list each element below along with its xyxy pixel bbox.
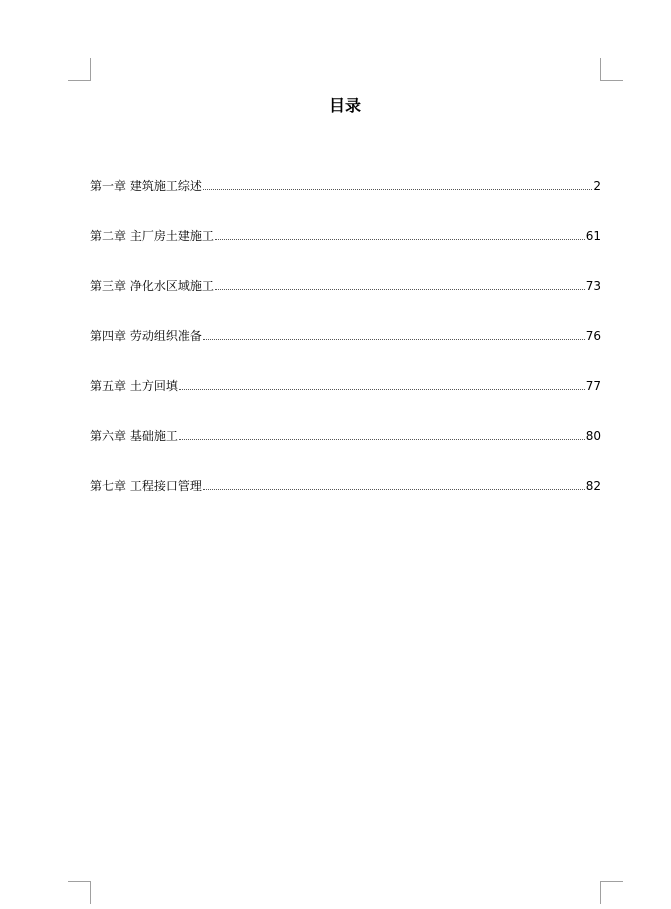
toc-entry[interactable] (90, 196, 601, 246)
toc-page-number: 76 (585, 329, 601, 343)
toc-chapter-number: 第五章 (90, 379, 127, 393)
toc-leader-dots (203, 489, 585, 490)
toc-entry[interactable] (90, 446, 601, 496)
crop-mark-top-right (600, 58, 623, 81)
toc-entry[interactable] (90, 146, 601, 196)
toc-entry[interactable] (90, 396, 601, 446)
toc-leader-dots (203, 189, 593, 190)
toc-entry[interactable] (90, 346, 601, 396)
toc-entry-title: 土方回填 (129, 379, 178, 393)
toc-chapter-number: 第一章 (90, 179, 127, 193)
toc-chapter-number: 第四章 (90, 329, 127, 343)
toc-leader-dots (179, 389, 585, 390)
table-of-contents (90, 146, 601, 496)
toc-entry[interactable] (90, 296, 601, 346)
toc-page-number: 77 (585, 379, 601, 393)
toc-chapter-number: 第六章 (90, 429, 127, 443)
toc-page-number: 61 (585, 229, 601, 243)
crop-mark-top-left (68, 58, 91, 81)
toc-leader-dots (203, 339, 585, 340)
toc-leader-dots (215, 239, 585, 240)
toc-page-number: 73 (585, 279, 601, 293)
crop-mark-bottom-right (600, 881, 623, 904)
toc-entry-title: 基础施工 (129, 429, 178, 443)
toc-entry[interactable] (90, 246, 601, 296)
toc-entry-title: 工程接口管理 (129, 479, 202, 493)
toc-chapter-number: 第二章 (90, 229, 127, 243)
crop-mark-bottom-left (68, 881, 91, 904)
toc-entry-title: 劳动组织准备 (129, 329, 202, 343)
toc-page-number: 2 (593, 179, 601, 193)
toc-page-number: 82 (585, 479, 601, 493)
toc-chapter-number: 第三章 (90, 279, 127, 293)
toc-chapter-number: 第七章 (90, 479, 127, 493)
toc-leader-dots (215, 289, 585, 290)
toc-entry-title: 净化水区域施工 (129, 279, 214, 293)
page-title: 目录 (328, 96, 361, 115)
toc-leader-dots (179, 439, 585, 440)
toc-entry-title: 建筑施工综述 (129, 179, 202, 193)
toc-entry-title: 主厂房土建施工 (129, 229, 214, 243)
toc-page-number: 80 (585, 429, 601, 443)
